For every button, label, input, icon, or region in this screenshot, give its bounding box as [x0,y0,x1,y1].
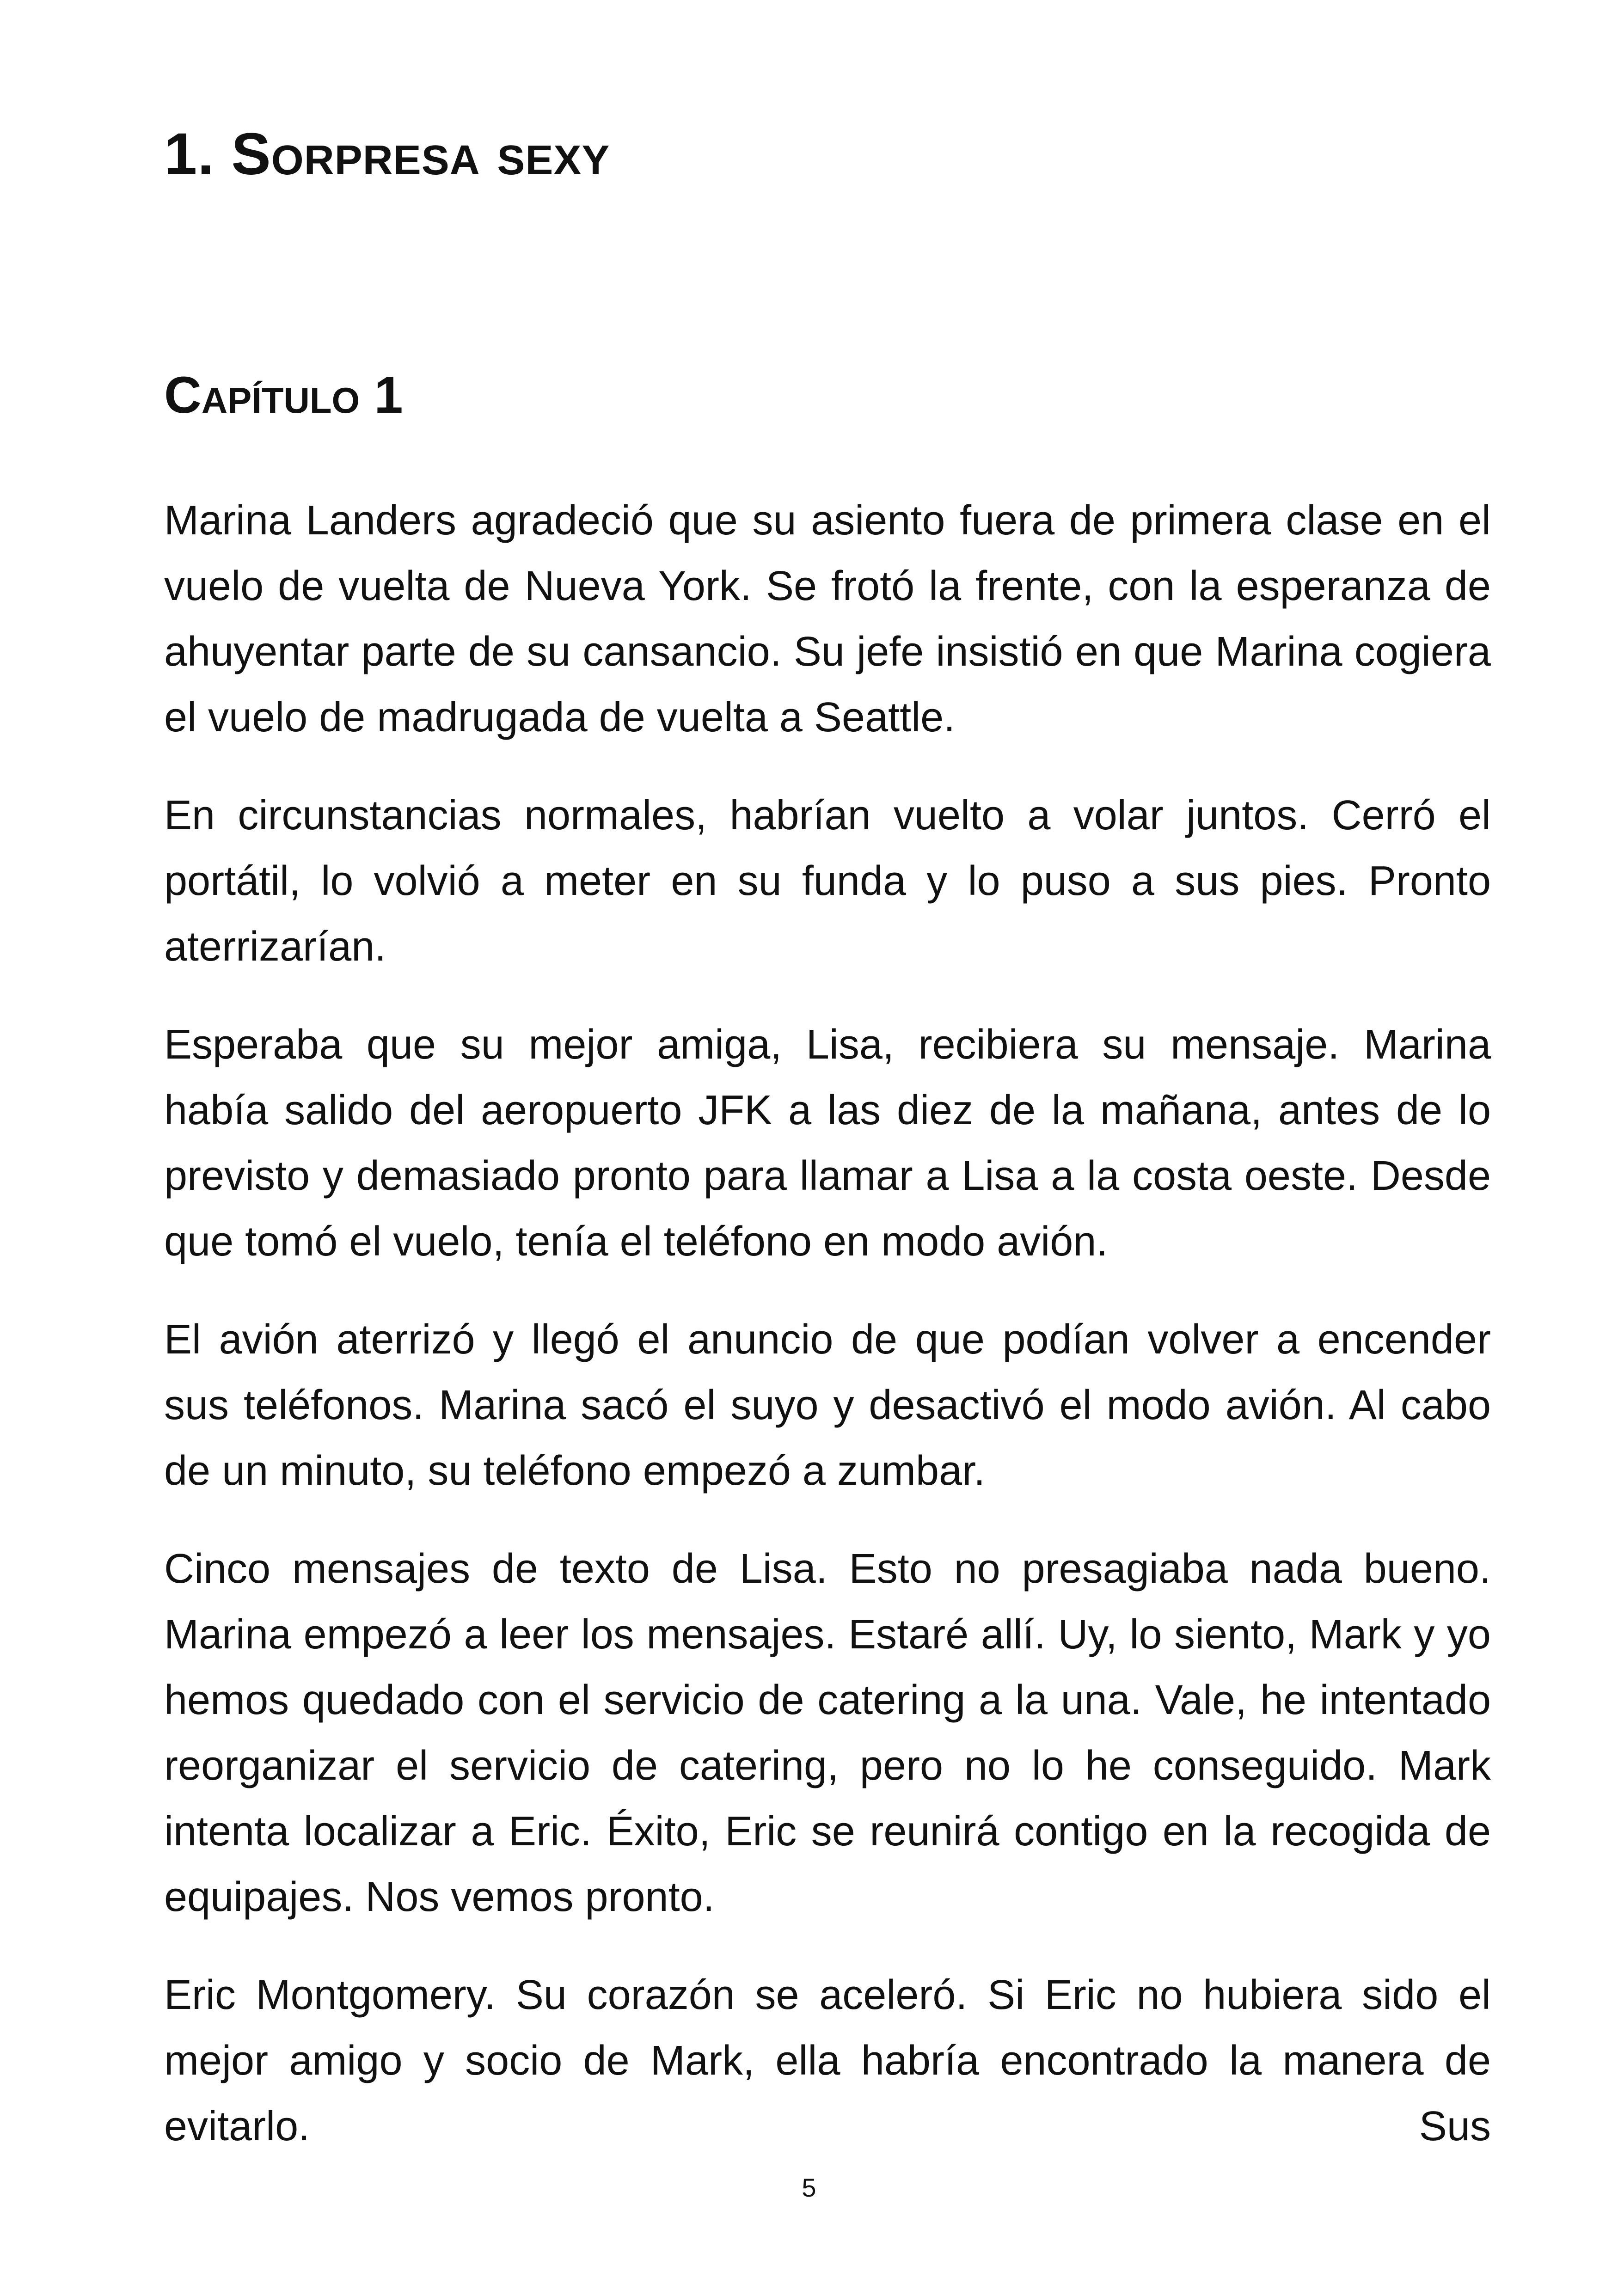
chapter-title: Capítulo 1 [164,366,403,424]
chapter-body [164,488,1491,2192]
paragraph: Marina Landers agradeció que su asiento fuera de primera clase en el vuelo de vuelta de Nueva York. Se frotó la frente, con la esperanza de ahuyentar parte de su cansancio. Su jefe insistió en que Marina cogiera el vuelo de madrugada de vuelta a Seattle. [164,497,1491,741]
paragraph: Eric Montgomery. Su corazón se aceleró. Si Eric no hubiera sido el mejor amigo y socio de Mark, ella habría encontrado la manera de evitarlo. Sus [164,1972,1491,2149]
paragraph: Cinco mensajes de texto de Lisa. Esto no presagiaba nada bueno. Marina empezó a leer los mensajes. Estaré allí. Uy, lo siento, Mark y yo hemos quedado con el servicio de catering a la una. Vale, he intentado reorganizar el servicio de catering, pero no lo he conseguido. Mark intenta localizar a Eric. Éxito, Eric se reunirá contigo en la recogida de equipajes. Nos vemos pronto. [164,1546,1491,1920]
book-title: 1. Sorpresa sexy [164,121,610,187]
page-number: 5 [802,2173,816,2202]
paragraph: En circunstancias normales, habrían vuelto a volar juntos. Cerró el portátil, lo volvió a meter en su funda y lo puso a sus pies. Pronto aterrizarían. [164,792,1491,970]
paragraph: El avión aterrizó y llegó el anuncio de que podían volver a encender sus teléfonos. Marina sacó el suyo y desactivó el modo avión. Al cabo de un minuto, su teléfono empezó a zumbar. [164,1316,1491,1494]
paragraph: Esperaba que su mejor amiga, Lisa, recibiera su mensaje. Marina había salido del aeropuerto JFK a las diez de la mañana, antes de lo previsto y demasiado pronto para llamar a Lisa a la costa oeste. Desde que tomó el vuelo, tenía el teléfono en modo avión. [164,1022,1491,1265]
